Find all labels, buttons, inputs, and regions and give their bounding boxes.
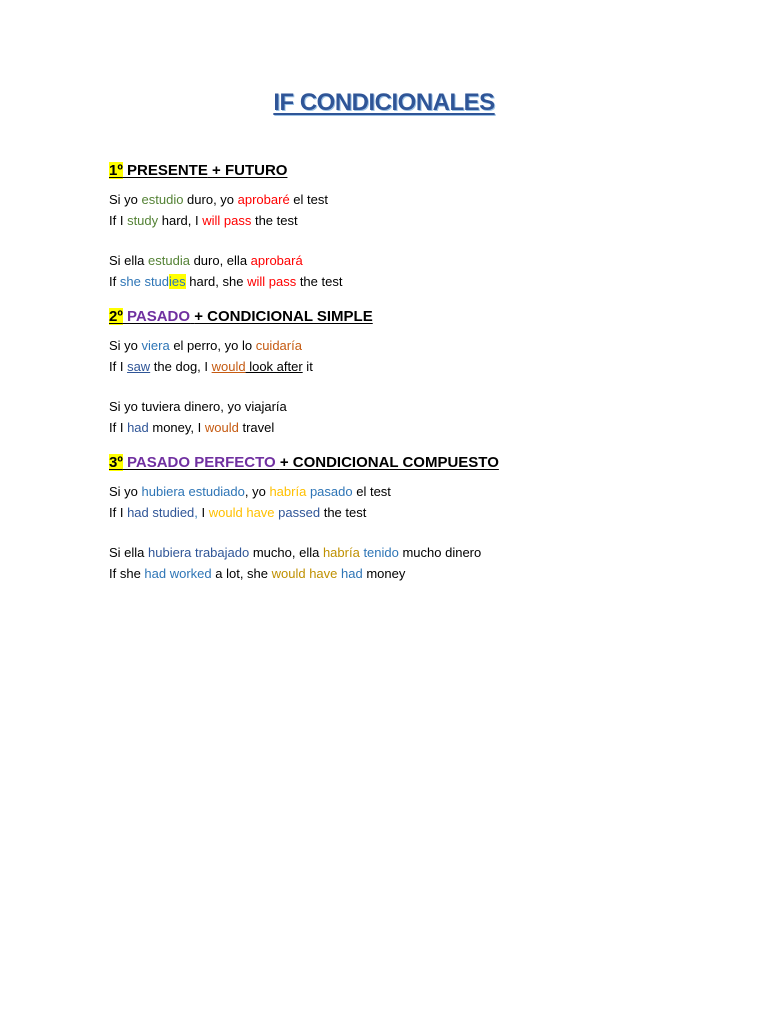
sentence-es: Si yo hubiera estudiado, yo habría pasado el test [109, 484, 391, 499]
sentence-en: If I had money, I would travel [109, 419, 275, 435]
sentence-en: If she studies hard, she will pass the test [109, 273, 343, 289]
document-title: IF CONDICIONALES [273, 89, 495, 116]
condition-verb: had worked [144, 565, 212, 581]
section-3-heading [109, 452, 729, 474]
result-modal: would [204, 419, 239, 435]
section-2-result: + CONDICIONAL SIMPLE [194, 308, 373, 325]
section-2-tense: PASADO [127, 308, 191, 325]
section-2-heading [109, 306, 729, 328]
result-auxiliary: would have [208, 504, 275, 520]
sentence-es: Si yo tuviera dinero, yo viajaría [109, 399, 287, 414]
result-modal: would [211, 358, 246, 374]
result-participle: tenido [363, 545, 399, 560]
document-body [109, 160, 729, 584]
condition-verb: hubiera trabajado [148, 545, 250, 560]
condition-verb: had [127, 419, 149, 435]
condition-verb: estudia [148, 253, 190, 268]
subject-word: she [119, 273, 141, 289]
result-verb: will pass [247, 273, 297, 289]
section-2-number: 2º [109, 308, 123, 325]
result-auxiliary: would have [271, 565, 338, 581]
section-3-number: 3º [109, 454, 123, 471]
sentence-es: Si ella estudia duro, ella aprobará [109, 253, 303, 268]
section-1-number: 1º [109, 162, 123, 179]
highlighted-ending: ies [169, 273, 186, 289]
sentence-en: If I had studied, I would have passed the test [109, 504, 367, 520]
sentence-es: Si ella hubiera trabajado mucho, ella habría tenido mucho dinero [109, 545, 482, 560]
result-verb: aprobará [250, 253, 303, 268]
sentence-es: Si yo viera el perro, yo lo cuidaría [109, 338, 302, 353]
sentence-en: If I study hard, I will pass the test [109, 212, 298, 228]
result-verb: cuidaría [255, 338, 302, 353]
sentence-en: If she had worked a lot, she would have had money [109, 565, 406, 581]
sentence-es: Si yo estudio duro, yo aprobaré el test [109, 192, 328, 207]
section-1-tense: PRESENTE [127, 162, 208, 179]
result-participle: passed [278, 504, 321, 520]
condition-verb: had studied [127, 504, 195, 520]
result-auxiliary: habría [269, 484, 307, 499]
condition-verb: saw [127, 358, 151, 374]
section-3-tense: PASADO PERFECTO [127, 454, 276, 471]
condition-verb: viera [141, 338, 170, 353]
condition-verb-stem: stud [144, 273, 170, 289]
condition-verb: estudio [141, 192, 184, 207]
result-auxiliary: habría [322, 545, 360, 560]
result-verb: will pass [202, 212, 252, 228]
sentence-en: If I saw the dog, I would look after it [109, 358, 313, 374]
result-verb: aprobaré [237, 192, 290, 207]
condition-verb: hubiera estudiado [141, 484, 245, 499]
condition-verb: study [127, 212, 159, 228]
section-1-result: + FUTURO [212, 162, 288, 179]
section-1-heading [109, 160, 729, 182]
section-3-result: + CONDICIONAL COMPUESTO [279, 454, 499, 471]
result-participle: had [341, 565, 363, 581]
result-participle: pasado [309, 484, 353, 499]
result-verb: look after [245, 358, 303, 374]
